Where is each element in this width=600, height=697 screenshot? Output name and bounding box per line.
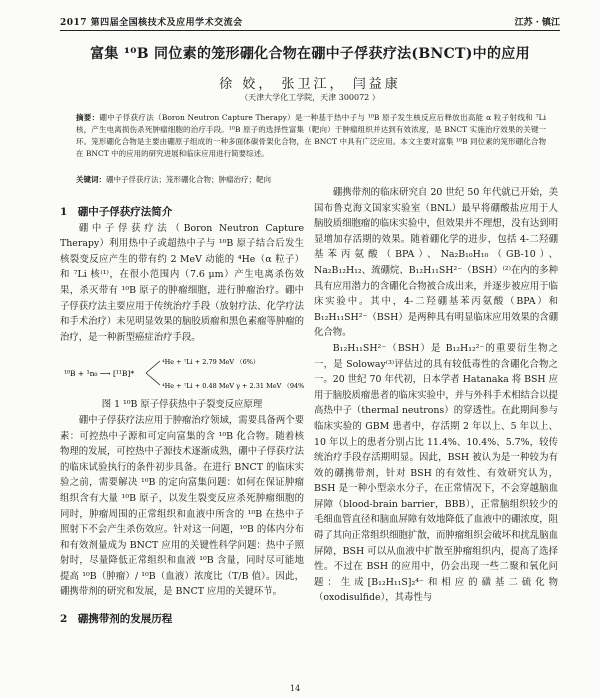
figure-caption: 图 1 ¹⁰B 原子俘获热中子裂变反应原理 [101,399,263,411]
section-heading-2: 2 硼携带剂的发展历程 [60,613,173,626]
running-header [60,15,560,27]
header-conference: 2017 第四届全国核技术及应用学术交流会 [60,18,243,28]
reaction-figure [60,351,304,395]
keywords-text: 硼中子俘获疗法；笼形硼化合物；肿瘤治疗；靶向 [106,175,271,184]
right-column [314,185,558,606]
page-number: 14 [290,684,301,693]
branch-line-bottom [146,373,160,385]
abstract [76,112,546,160]
reaction-diagram [60,351,304,395]
left-column [60,205,304,628]
header-location: 江苏 · 镇江 [514,18,560,28]
branch-line-top [146,361,160,373]
paper-affiliation: （天津大学化工学院，天津 300072 ） [240,93,380,102]
reaction-lhs: ¹⁰B + ¹n₀ ⟶ [¹¹B]* [64,369,135,379]
paragraph-boron-carriers: 硼携带剂的临床研究自 20 世纪 50 年代就已开始，美国布鲁克海文国家实验室（BNL）最早将硼酸盐应用于人脑胶质细胞瘤的临床实验中，但效果并不理想，没有达到明显增加存活期的效果。随着硼化学的进步，包括 4-二羟硼基苯丙氨酸（BPA）、Na₂B₁₀H₁₀（GB-10）、Na₂B₁₂H₁₂、巯硼烷、B₁₂H₁₁SH²⁻（BSH）⁽²⁾在内的多种具有应用潜力的含硼化合物被合成出来，并逐步被应用于临床实验中。其中，4-二羟硼基苯丙氨酸（BPA）和 B₁₂H₁₁SH²⁻（BSH）是两种具有明显临床应用效果的含硼化合物。 [314,187,558,339]
paragraph-bsh: B₁₂H₁₁SH²⁻（BSH）是 B₁₂H₁₂²⁻的重要衍生物之一，是 Soloway⁽³⁾评估过的具有较低毒性的含硼化合物之一。20 世纪 70 年代初，日本学者 Hatanaka 将 BSH 应用于脑胶质瘤患者的临床实验中，并与外科手术相结合以提高热中子（thermal neutrons）的穿透性。在此期间参与临床实验的 GBM 患者中，存活期 2 年以上、5 年以上、10 年以上的患者分别占比 11.4%、10.4%、5.7%，较传统治疗手段存活期明显。因此，BSH 被认为是一种较为有效的硼携带剂，针对 BSH 的有效性、有效研究认为，BSH 是一种小型亲水分子，在正常情况下，不会穿越脑血屏障（blood-brain barrier，BBB），正常脑组织较少的毛细血管直径和脑血屏障有效地降低了血液中的硼浓度，阻碍了其向正常组织细胞扩散，而肿瘤组织会破坏和扰乱脑血屏障，BSH 可以从血液中扩散至肿瘤组织内，提高了选择性。不过在 BSH 的应用中，仍会出现一些二聚和氧化问题：生成[B₁₂H₁₁S]₂⁴⁻和相应的磺基二硫化物（oxodisulfide），其毒性与 [314,342,558,604]
abstract-label: 摘要： [76,113,100,122]
keywords-label: 关键词： [76,175,106,184]
paragraph-bnct-intro: 硼中子俘获疗法（Boron Neutron Capture Therapy）利用热中子或超热中子与 ¹⁰B 原子结合后发生核裂变反应产生的带有约 2 MeV 动能的 ⁴He（α 粒子）和 ⁷Li 核⁽¹⁾，在很小范围内（7.6 μm）产生电离杀伤效果，杀灭带有 ¹⁰B 原子的肿瘤细胞，进行肿瘤治疗。硼中子俘获疗法主要应用于传统治疗手段（放射疗法、化学疗法和手术治疗）未见明显效果的脑胶质瘤和黑色素瘤等肿瘤的治疗，是一种新型癌症治疗手段。 [60,222,304,343]
reaction-top-products: ⁴He + ⁷Li + 2.79 MeV （6%） [162,358,260,367]
header-rule [60,30,560,31]
paragraph-requirements: 硼中子俘获疗法应用于肿瘤治疗领域，需要具备两个要素：可控热中子源和可定向富集的含 ¹⁰B 化合物。随着核物理的发展，可控热中子源技术逐渐成熟，硼中子俘获疗法的临床试验执行的条件初步具备。在进行 BNCT 的临床实验之前，需要解决 ¹⁰B 的定向富集问题：如何在保证肿瘤组织含有大量 ¹⁰B 原子，以发生裂变反应杀死肿瘤细胞的同时，肿瘤周围的正常组织和血液中所含的 ¹⁰B 在热中子照射下不会产生杀伤效应。针对这一问题，¹⁰B 的体内分布和有效剂量成为 BNCT 应用的关键性科学问题：热中子照射时，尽量降低正常组织和血液 ¹⁰B 含量，同时尽可能地提高 ¹⁰B（肿瘤）/ ¹⁰B（血液）浓度比（T/B 值）。因此，硼携带剂的研究和发展，是 BNCT 应用的关键环节。 [60,414,304,598]
paper-title: 富集 ¹⁰B 同位素的笼形硼化合物在硼中子俘获疗法(BNCT)中的应用 [90,46,530,62]
paper-authors: 徐 姣， 张卫江， 闫益康 [219,77,401,92]
abstract-text: 硼中子俘获疗法（Boron Neutron Capture Therapy）是一种基于热中子与 ¹⁰B 原子发生核反应后释放出高能 α 粒子射线和 ⁷Li 核，产生电离损伤杀死肿瘤细胞的治疗手段。¹⁰B 原子的选择性富集（靶向）于肿瘤组织并达到有效浓度，是 BNCT 实施治疗效果的关键一环。笼形硼化合物是主要由硼原子组成的一种多面体碳骨架化合物，在 BNCT 中具有广泛应用。本文主要对富集 ¹⁰B 同位素的笼形硼化合物在 BNCT 中的应用的研究进展和临床应用进行简要综述。 [76,113,546,158]
reaction-bottom-products: ⁴He + ⁷Li + 0.48 MeV γ + 2.31 MeV （94%） [162,382,304,391]
section-heading-1: 1 硼中子俘获疗法简介 [60,206,173,218]
